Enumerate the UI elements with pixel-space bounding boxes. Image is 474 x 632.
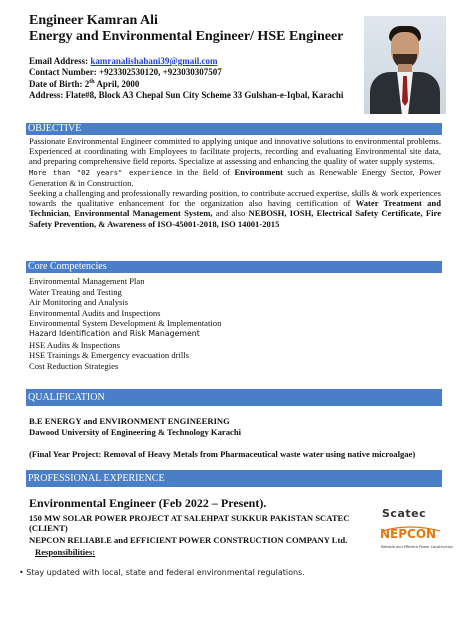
list-item: HSE Trainings & Emergency evacuation drills	[29, 350, 189, 361]
list-item: Air Monitoring and Analysis	[29, 297, 129, 308]
nepcon-logo: NEPCON	[380, 527, 437, 541]
qualification-heading: QUALIFICATION	[26, 389, 442, 406]
email-line: Email Address: kamranalishahani39@gmail.com	[29, 56, 218, 66]
list-item: Environmental Audits and Inspections	[29, 307, 161, 318]
email-link[interactable]: kamranalishahani39@gmail.com	[90, 56, 218, 66]
company-name: NEPCON RELIABLE and EFFICIENT POWER CONSTRUCTION COMPANY Ltd.	[29, 535, 348, 545]
responsibilities-label: Responsibilities:	[35, 547, 96, 557]
phone-line: Contact Number: +923302530120, +923030307507	[29, 66, 222, 77]
nepcon-tagline: Reliable and Efficient Power Construction	[381, 545, 454, 549]
objective-heading: OBJECTIVE	[26, 123, 442, 135]
objective-text	[29, 136, 441, 229]
degree: B.E ENERGY and ENVIRONMENT ENGINEERING	[29, 416, 230, 426]
university: Dawood University of Engineering & Technology Karachi	[29, 427, 241, 437]
competencies-list	[29, 276, 221, 371]
candidate-role: Energy and Environmental Engineer/ HSE Engineer	[29, 29, 344, 44]
objective-paragraph-1: Passionate Environmental Engineer committed to applying unique and innovative solutions to environmental problems. Experienced at coordinating with Employees to facilitate projects, recording and evaluating Environmental site data, and preparing comprehensive field reports. Specialize at assessing and enhancing the quality of water supply systems.	[29, 136, 441, 167]
contact-block	[29, 56, 359, 100]
candidate-name: Engineer Kamran Ali	[29, 13, 158, 28]
competencies-heading: Core Competencies	[26, 261, 442, 273]
experience-heading: PROFESSIONAL EXPERIENCE	[26, 470, 442, 487]
objective-paragraph-2: More than "02 years" experience in the field of Environment such as Renewable Energy Sector, Power Generation & in Construction.	[29, 166, 441, 188]
scatec-logo: Scatec	[382, 507, 427, 520]
list-item: Water Treating and Testing	[29, 286, 122, 297]
list-item: Hazard Identification and Risk Management	[29, 328, 200, 338]
project-name: 150 MW SOLAR POWER PROJECT AT SALEHPAT SUKKUR PAKISTAN SCATEC (CLIENT)	[29, 513, 350, 533]
profile-photo	[364, 16, 446, 114]
final-year-project: (Final Year Project: Removal of Heavy Metals from Pharmaceutical waste water using native microalgae)	[29, 449, 416, 459]
address-line: Address: Flate#8, Block A3 Chepal Sun City Scheme 33 Gulshan-e-Iqbal, Karachi	[29, 89, 344, 100]
list-item: HSE Audits & Inspections	[29, 339, 120, 350]
list-item: Environmental Management Plan	[29, 276, 145, 286]
list-item: Environmental System Development & Implementation	[29, 318, 222, 329]
responsibility-bullet: • Stay updated with local, state and federal environmental regulations.	[19, 568, 305, 577]
objective-paragraph-3: Seeking a challenging and professionally rewarding position, to contribute accrued expertise, skills & work experiences towards the qualitative enhancement for the organization also having certification of Water Treatment and Technician, Environmental Management System, and also NEBOSH, IOSH, Electrical Safety Certificate, Fire Safety Prevention, & Awareness of ISO-45001-2018, ISO 14001-2015	[29, 188, 442, 229]
dob-line: Date of Birth: 2th April, 2000	[29, 79, 140, 89]
job-title: Environmental Engineer (Feb 2022 – Present).	[29, 496, 267, 510]
list-item: Cost Reduction Strategies	[29, 360, 119, 371]
